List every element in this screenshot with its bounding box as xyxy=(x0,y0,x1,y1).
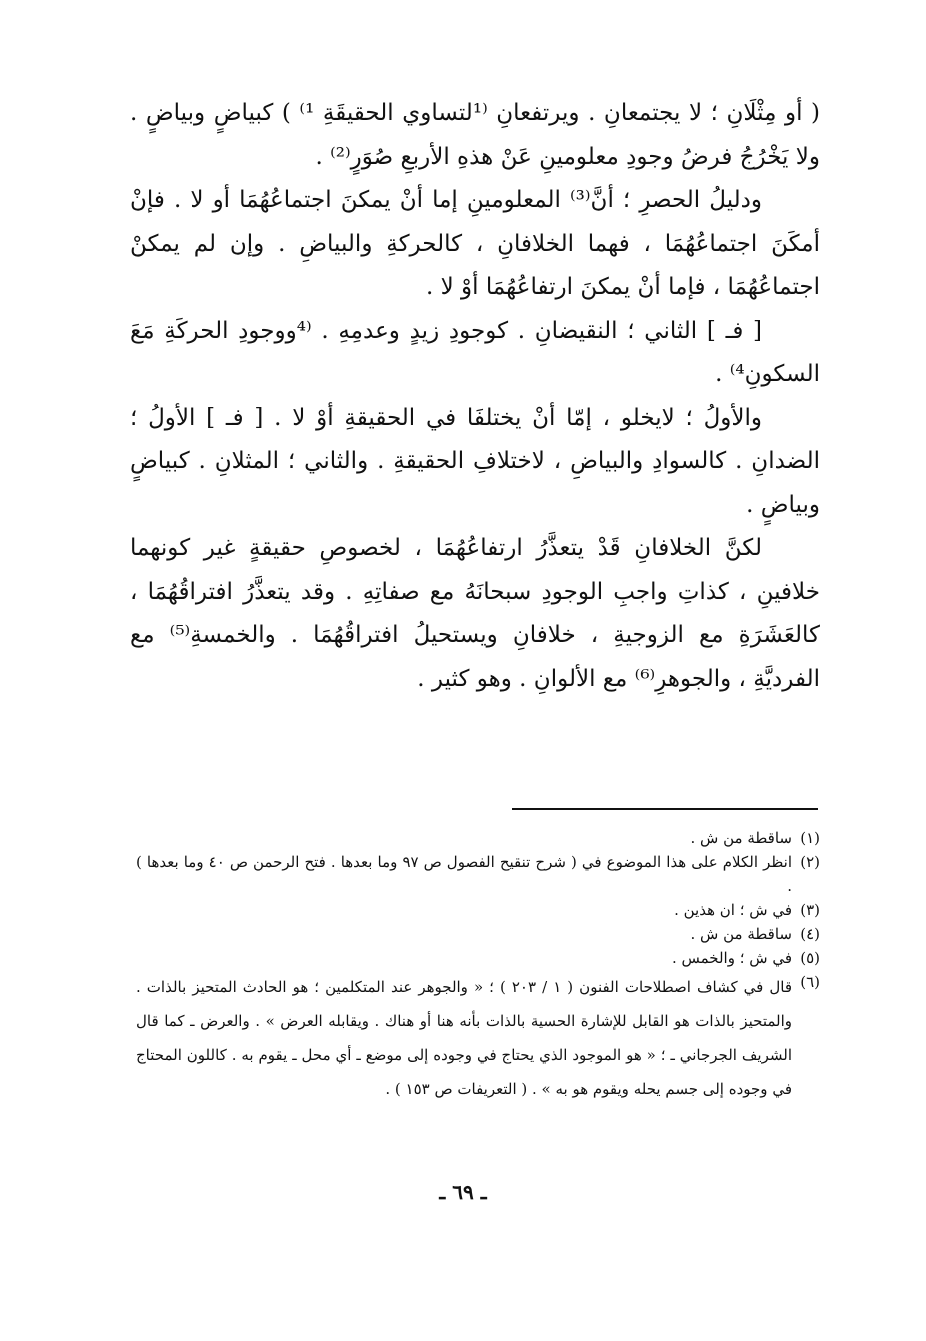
footnotes xyxy=(136,826,820,1106)
footnote-5 xyxy=(136,946,820,970)
paragraph-4: والأولُ ؛ لايخلو ، إمّا أنْ يختلفَا في الحقيقةِ أوْ لا . [ فـ ] الأولُ ؛ الضدانِ . كالسوادِ والبياضِ ، لاختلافِ الحقيقةِ . والثاني ؛ المثلانِ . كبياضٍ وبياضٍ . xyxy=(130,404,820,518)
footnote-6 xyxy=(136,970,820,1106)
footnote-number: (٣) xyxy=(800,901,820,919)
footnote-number: (١) xyxy=(800,829,820,847)
footnote-text: في ش ؛ والخمس . xyxy=(671,949,792,967)
page-number: ـ ٦٩ ـ xyxy=(439,1180,487,1204)
footnote-4 xyxy=(136,922,820,946)
footnote-text: قال في كشاف اصطلاحات الفنون ( ١ / ٢٠٣ ) ؛ « والجوهر عند المتكلمين ؛ هو الحادث المتحيز بالذات . والمتحيز بالذات هو القابل للإشارة الحسية بالذات بأنه هنا أو هناك . ويقابله العرض » . والعرض ـ كما قال الشريف الجرجاني ـ ؛ « هو الموجود الذي يحتاج في وجوده إلى موضع ـ أي محل ـ يقوم به . كاللون المحتاج في وجوده إلى جسم يحله ويقوم هو به » . ( التعريفات ص ١٥٣ ) . xyxy=(136,978,793,1098)
paragraph-3: [ فـ ] الثاني ؛ النقيضانِ . كوجودِ زيدٍ وعدمِهِ . ⁽⁴ووجودِ الحركَةِ مَعَ السكونِ⁴⁾ . xyxy=(130,317,820,387)
footnote-number: (٢) xyxy=(800,853,820,871)
footnote-1 xyxy=(136,826,820,850)
footnote-number: (٥) xyxy=(800,949,820,967)
paragraph-5: لكنَّ الخلافانِ قَدْ يتعذَّرُ ارتفاعُهُمَا ، لخصوصِ حقيقةٍ غير كونهما خلافينِ ، كذاتِ واجبِ الوجودِ سبحانَهُ مع صفاتِهِ . وقد يتعذَّرُ افتراقُهُمَا ، كالعَشَرَةِ مع الزوجيةِ ، خلافانِ ويستحيلُ افتراقُهُمَا . والخمسةِ⁽⁵⁾ مع الفرديَّةِ ، والجوهرِ⁽⁶⁾ مع الألوانِ . وهو كثير . xyxy=(130,535,821,692)
paragraph-2: ودليلُ الحصرِ ؛ أنَّ⁽³⁾ المعلومينِ إما أنْ يمكنَ اجتماعُهُمَا أو لا . فإنْ أمكَنَ اجتماعُهُمَا ، فهما الخلافانِ ، كالحركةِ والبياضِ . وإن لم يمكنْ اجتماعُهُمَا ، فإما أنْ يمكنَ ارتفاعُهُمَا أوْ لا . xyxy=(130,187,820,300)
main-text xyxy=(130,92,820,701)
footnote-text: انظر الكلام على هذا الموضوع في ( شرح تنقيح الفصول ص ٩٧ وما بعدها . فتح الرحمن ص ٤٠ وما بعدها ) . xyxy=(136,853,792,895)
footnote-text: ساقطة من ش . xyxy=(690,925,792,943)
footnote-2 xyxy=(136,850,820,898)
footnote-number: (٤) xyxy=(800,925,820,943)
footnote-3 xyxy=(136,898,820,922)
footnote-text: ساقطة من ش . xyxy=(690,829,792,847)
footnote-divider xyxy=(512,808,818,810)
footnote-text: في ش ؛ ان هذين . xyxy=(674,901,792,919)
footnote-number: (٦) xyxy=(800,973,820,991)
paragraph-1: ( أو مِثْلَانِ ؛ لا يجتمعانِ . ويرتفعانِ ⁽¹لتساوي الحقيقَةِ ¹⁾ ) كبياضٍ وبياضٍ . ولا يَخْرُجُ فرضُ وجودِ معلومينِ عَنْ هذهِ الأربعِ صُوَرٍ⁽²⁾ . xyxy=(130,100,820,170)
